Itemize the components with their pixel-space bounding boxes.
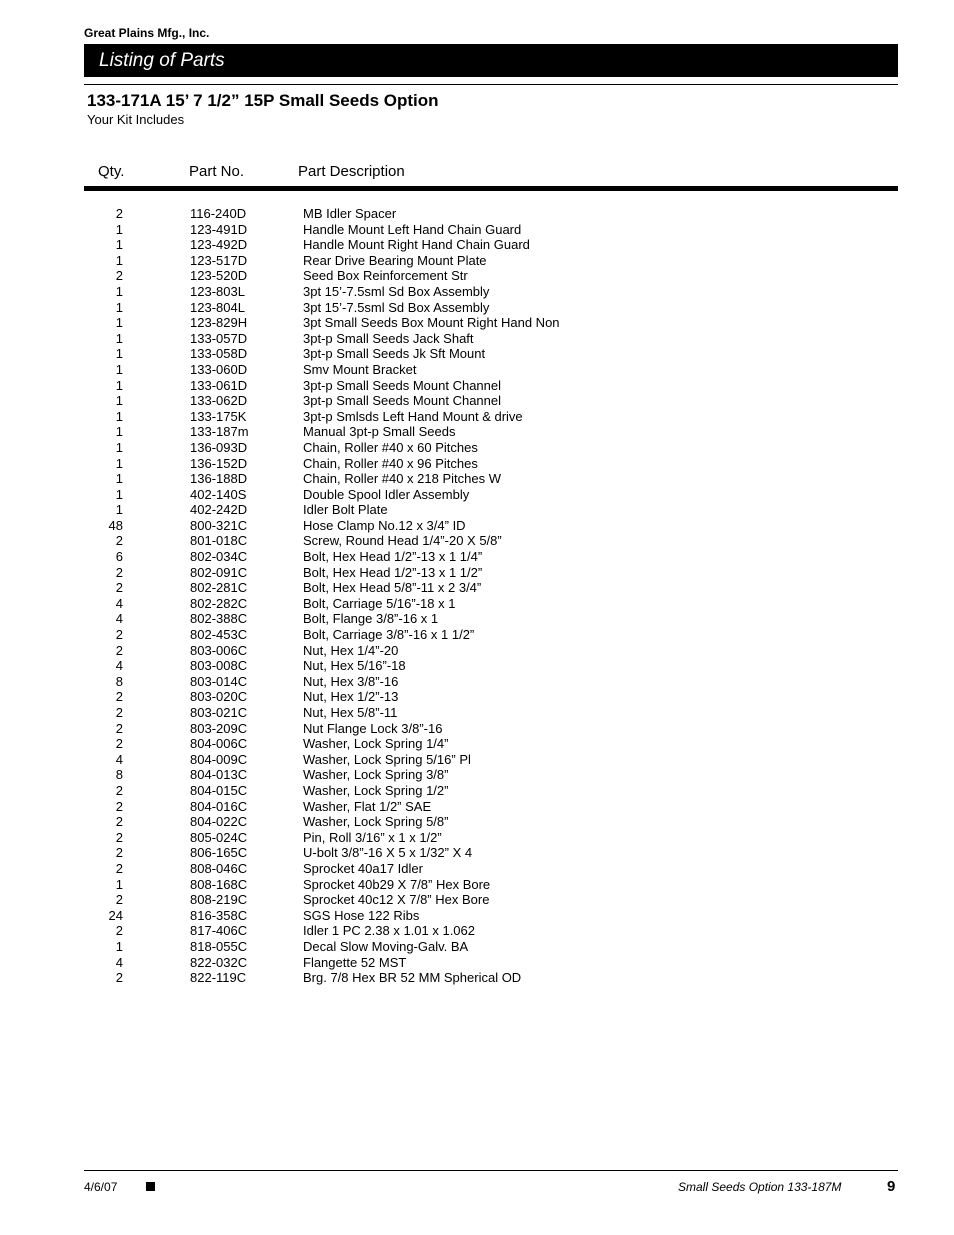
part-description: Bolt, Hex Head 1/2”-13 x 1 1/2” bbox=[303, 564, 483, 580]
part-number: 803-020C bbox=[190, 689, 248, 705]
part-description: 3pt 15’-7.5sml Sd Box Assembly bbox=[303, 299, 490, 315]
footer-divider bbox=[84, 1170, 898, 1171]
table-row bbox=[84, 705, 898, 721]
part-description: Chain, Roller #40 x 218 Pitches W bbox=[303, 471, 501, 487]
part-number: 818-055C bbox=[190, 938, 248, 954]
table-row bbox=[84, 736, 898, 752]
part-description: Decal Slow Moving-Galv. BA bbox=[303, 938, 469, 954]
part-number: 123-517D bbox=[190, 252, 248, 268]
table-row bbox=[84, 222, 898, 238]
table-row bbox=[84, 424, 898, 440]
part-number: 808-219C bbox=[190, 892, 248, 908]
kit-title: 133-171A 15’ 7 1/2” 15P Small Seeds Option bbox=[87, 91, 439, 110]
part-description: Washer, Lock Spring 1/2” bbox=[303, 782, 449, 798]
part-number: 808-046C bbox=[190, 860, 248, 876]
part-description: Handle Mount Left Hand Chain Guard bbox=[303, 221, 522, 237]
part-number: 123-492D bbox=[190, 237, 248, 253]
table-row bbox=[84, 206, 898, 222]
part-description: Bolt, Hex Head 5/8”-11 x 2 3/4” bbox=[303, 580, 482, 596]
part-number: 123-829H bbox=[190, 315, 248, 331]
part-description: Rear Drive Bearing Mount Plate bbox=[303, 252, 487, 268]
part-number: 804-015C bbox=[190, 782, 248, 798]
table-row bbox=[84, 565, 898, 581]
part-number: 804-013C bbox=[190, 767, 248, 783]
part-description: Brg. 7/8 Hex BR 52 MM Spherical OD bbox=[303, 970, 522, 986]
column-header-description: Part Description bbox=[298, 163, 405, 180]
part-number: 803-014C bbox=[190, 673, 248, 689]
parts-list bbox=[84, 206, 898, 986]
footer-date: 4/6/07 bbox=[84, 1180, 118, 1194]
part-qty: 1 bbox=[115, 283, 123, 299]
table-row bbox=[84, 409, 898, 425]
part-description: Washer, Flat 1/2” SAE bbox=[303, 798, 432, 814]
table-row bbox=[84, 596, 898, 612]
page-number: 9 bbox=[887, 1178, 896, 1195]
part-description: Chain, Roller #40 x 96 Pitches bbox=[303, 455, 478, 471]
part-qty: 1 bbox=[115, 315, 123, 331]
part-qty: 2 bbox=[115, 627, 123, 643]
part-number: 133-175K bbox=[190, 408, 247, 424]
part-description: 3pt Small Seeds Box Mount Right Hand Non bbox=[303, 315, 560, 331]
part-qty: 1 bbox=[115, 424, 123, 440]
table-row bbox=[84, 721, 898, 737]
part-qty: 2 bbox=[115, 564, 123, 580]
part-qty: 1 bbox=[115, 408, 123, 424]
table-row bbox=[84, 502, 898, 518]
table-row bbox=[84, 315, 898, 331]
part-description: Nut, Hex 3/8”-16 bbox=[303, 673, 399, 689]
table-row bbox=[84, 268, 898, 284]
part-qty: 4 bbox=[115, 611, 123, 627]
part-qty: 4 bbox=[115, 954, 123, 970]
table-header-rule bbox=[84, 186, 898, 191]
part-number: 804-006C bbox=[190, 736, 248, 752]
part-qty: 1 bbox=[115, 393, 123, 409]
part-qty: 2 bbox=[115, 533, 123, 549]
part-qty: 48 bbox=[108, 517, 123, 533]
part-number: 804-016C bbox=[190, 798, 248, 814]
part-number: 133-061D bbox=[190, 377, 248, 393]
part-description: 3pt-p Smlsds Left Hand Mount & drive bbox=[303, 408, 523, 424]
section-banner bbox=[84, 44, 898, 77]
table-row bbox=[84, 892, 898, 908]
part-qty: 2 bbox=[115, 736, 123, 752]
table-row bbox=[84, 487, 898, 503]
table-row bbox=[84, 877, 898, 893]
table-row bbox=[84, 643, 898, 659]
part-number: 136-152D bbox=[190, 455, 248, 471]
part-description: Bolt, Hex Head 1/2”-13 x 1 1/4” bbox=[303, 549, 483, 565]
part-number: 136-093D bbox=[190, 439, 248, 455]
table-row bbox=[84, 752, 898, 768]
part-number: 804-009C bbox=[190, 751, 248, 767]
part-description: Nut, Hex 5/16”-18 bbox=[303, 658, 406, 674]
part-number: 800-321C bbox=[190, 517, 248, 533]
part-qty: 1 bbox=[115, 502, 123, 518]
part-description: Nut Flange Lock 3/8”-16 bbox=[303, 720, 443, 736]
part-description: Pin, Roll 3/16” x 1 x 1/2” bbox=[303, 829, 442, 845]
table-row bbox=[84, 830, 898, 846]
table-row bbox=[84, 970, 898, 986]
part-qty: 1 bbox=[115, 876, 123, 892]
part-qty: 4 bbox=[115, 658, 123, 674]
part-description: Nut, Hex 1/4”-20 bbox=[303, 642, 399, 658]
table-row bbox=[84, 440, 898, 456]
table-row bbox=[84, 253, 898, 269]
part-description: Smv Mount Bracket bbox=[303, 361, 417, 377]
part-qty: 2 bbox=[115, 268, 123, 284]
part-number: 806-165C bbox=[190, 845, 248, 861]
part-qty: 6 bbox=[115, 549, 123, 565]
part-description: 3pt-p Small Seeds Jack Shaft bbox=[303, 330, 474, 346]
part-number: 133-057D bbox=[190, 330, 248, 346]
part-qty: 2 bbox=[115, 206, 123, 221]
table-row bbox=[84, 611, 898, 627]
part-number: 133-060D bbox=[190, 361, 248, 377]
part-number: 804-022C bbox=[190, 814, 248, 830]
table-row bbox=[84, 549, 898, 565]
part-qty: 1 bbox=[115, 486, 123, 502]
footer-document-title: Small Seeds Option 133-187M bbox=[678, 1180, 842, 1194]
part-description: Washer, Lock Spring 5/8” bbox=[303, 814, 449, 830]
part-qty: 1 bbox=[115, 221, 123, 237]
part-description: Bolt, Flange 3/8”-16 x 1 bbox=[303, 611, 439, 627]
part-qty: 2 bbox=[115, 829, 123, 845]
part-qty: 8 bbox=[115, 673, 123, 689]
part-number: 816-358C bbox=[190, 907, 248, 923]
part-description: Seed Box Reinforcement Str bbox=[303, 268, 468, 284]
part-qty: 1 bbox=[115, 237, 123, 253]
part-description: Hose Clamp No.12 x 3/4” ID bbox=[303, 517, 466, 533]
part-description: Double Spool Idler Assembly bbox=[303, 486, 470, 502]
part-description: Manual 3pt-p Small Seeds bbox=[303, 424, 456, 440]
part-number: 123-520D bbox=[190, 268, 248, 284]
table-row bbox=[84, 674, 898, 690]
part-number: 802-091C bbox=[190, 564, 248, 580]
part-description: Sprocket 40b29 X 7/8” Hex Bore bbox=[303, 876, 491, 892]
part-number: 136-188D bbox=[190, 471, 248, 487]
part-qty: 2 bbox=[115, 845, 123, 861]
part-description: MB Idler Spacer bbox=[303, 206, 397, 221]
part-description: SGS Hose 122 Ribs bbox=[303, 907, 420, 923]
column-header-qty: Qty. bbox=[98, 163, 125, 180]
table-row bbox=[84, 237, 898, 253]
part-number: 123-804L bbox=[190, 299, 245, 315]
table-row bbox=[84, 533, 898, 549]
table-row bbox=[84, 471, 898, 487]
part-description: Washer, Lock Spring 3/8” bbox=[303, 767, 449, 783]
table-row bbox=[84, 689, 898, 705]
part-number: 802-388C bbox=[190, 611, 248, 627]
header-divider bbox=[84, 84, 898, 85]
part-number: 803-008C bbox=[190, 658, 248, 674]
table-row bbox=[84, 362, 898, 378]
table-row bbox=[84, 783, 898, 799]
part-description: Idler 1 PC 2.38 x 1.01 x 1.062 bbox=[303, 923, 475, 939]
part-qty: 1 bbox=[115, 299, 123, 315]
part-description: Bolt, Carriage 3/8”-16 x 1 1/2” bbox=[303, 627, 475, 643]
part-description: 3pt-p Small Seeds Jk Sft Mount bbox=[303, 346, 486, 362]
part-qty: 2 bbox=[115, 580, 123, 596]
table-row bbox=[84, 908, 898, 924]
part-number: 402-242D bbox=[190, 502, 248, 518]
part-number: 803-209C bbox=[190, 720, 248, 736]
table-row bbox=[84, 814, 898, 830]
part-number: 803-021C bbox=[190, 705, 248, 720]
part-description: 3pt-p Small Seeds Mount Channel bbox=[303, 377, 502, 393]
part-qty: 1 bbox=[115, 252, 123, 268]
part-description: Sprocket 40c12 X 7/8” Hex Bore bbox=[303, 892, 490, 908]
part-description: Handle Mount Right Hand Chain Guard bbox=[303, 237, 530, 253]
part-qty: 2 bbox=[115, 720, 123, 736]
part-qty: 2 bbox=[115, 798, 123, 814]
part-description: Chain, Roller #40 x 60 Pitches bbox=[303, 439, 478, 455]
part-qty: 1 bbox=[115, 471, 123, 487]
part-number: 402-140S bbox=[190, 486, 247, 502]
kit-subtitle: Your Kit Includes bbox=[87, 112, 185, 127]
table-row bbox=[84, 939, 898, 955]
part-number: 808-168C bbox=[190, 876, 248, 892]
part-number: 802-282C bbox=[190, 595, 248, 611]
column-header-part-no: Part No. bbox=[189, 163, 245, 180]
part-description: Sprocket 40a17 Idler bbox=[303, 860, 423, 876]
part-number: 116-240D bbox=[190, 206, 247, 221]
part-qty: 2 bbox=[115, 689, 123, 705]
part-number: 123-803L bbox=[190, 283, 245, 299]
table-row bbox=[84, 300, 898, 316]
table-row bbox=[84, 923, 898, 939]
table-row bbox=[84, 346, 898, 362]
part-description: 3pt-p Small Seeds Mount Channel bbox=[303, 393, 502, 409]
part-qty: 4 bbox=[115, 751, 123, 767]
part-qty: 2 bbox=[115, 860, 123, 876]
part-qty: 1 bbox=[115, 361, 123, 377]
part-description: Washer, Lock Spring 1/4” bbox=[303, 736, 449, 752]
part-number: 133-187m bbox=[190, 424, 249, 440]
part-description: Nut, Hex 5/8”-11 bbox=[303, 705, 398, 720]
part-description: Screw, Round Head 1/4”-20 X 5/8” bbox=[303, 533, 502, 549]
part-qty: 2 bbox=[115, 642, 123, 658]
part-qty: 2 bbox=[115, 923, 123, 939]
table-row bbox=[84, 284, 898, 300]
part-description: Bolt, Carriage 5/16”-18 x 1 bbox=[303, 595, 456, 611]
part-number: 133-058D bbox=[190, 346, 248, 362]
part-description: Nut, Hex 1/2”-13 bbox=[303, 689, 399, 705]
part-number: 805-024C bbox=[190, 829, 248, 845]
table-row bbox=[84, 861, 898, 877]
table-row bbox=[84, 658, 898, 674]
part-qty: 2 bbox=[115, 705, 123, 720]
part-qty: 24 bbox=[108, 907, 123, 923]
part-number: 817-406C bbox=[190, 923, 248, 939]
table-row bbox=[84, 331, 898, 347]
part-qty: 2 bbox=[115, 782, 123, 798]
part-qty: 1 bbox=[115, 346, 123, 362]
part-number: 802-453C bbox=[190, 627, 248, 643]
table-row bbox=[84, 799, 898, 815]
part-qty: 1 bbox=[115, 377, 123, 393]
table-row bbox=[84, 378, 898, 394]
part-qty: 4 bbox=[115, 595, 123, 611]
part-number: 803-006C bbox=[190, 642, 248, 658]
part-number: 133-062D bbox=[190, 393, 248, 409]
part-description: Idler Bolt Plate bbox=[303, 502, 388, 518]
table-row bbox=[84, 393, 898, 409]
table-row bbox=[84, 627, 898, 643]
table-row bbox=[84, 518, 898, 534]
part-qty: 2 bbox=[115, 892, 123, 908]
part-description: U-bolt 3/8”-16 X 5 x 1/32” X 4 bbox=[303, 845, 473, 861]
section-title: Listing of Parts bbox=[99, 50, 225, 71]
part-qty: 1 bbox=[115, 938, 123, 954]
table-row bbox=[84, 456, 898, 472]
part-number: 822-119C bbox=[190, 970, 247, 986]
footer-bullet-icon bbox=[146, 1182, 155, 1191]
table-row bbox=[84, 767, 898, 783]
table-row bbox=[84, 845, 898, 861]
part-qty: 1 bbox=[115, 455, 123, 471]
part-number: 123-491D bbox=[190, 221, 248, 237]
part-description: Washer, Lock Spring 5/16” Pl bbox=[303, 751, 471, 767]
part-number: 802-034C bbox=[190, 549, 248, 565]
part-qty: 2 bbox=[115, 814, 123, 830]
part-description: 3pt 15’-7.5sml Sd Box Assembly bbox=[303, 283, 490, 299]
table-row bbox=[84, 580, 898, 596]
part-qty: 1 bbox=[115, 439, 123, 455]
part-qty: 8 bbox=[115, 767, 123, 783]
part-description: Flangette 52 MST bbox=[303, 954, 407, 970]
part-number: 822-032C bbox=[190, 954, 248, 970]
table-row bbox=[84, 955, 898, 971]
company-name: Great Plains Mfg., Inc. bbox=[84, 26, 210, 40]
part-number: 802-281C bbox=[190, 580, 248, 596]
part-qty: 2 bbox=[115, 970, 123, 986]
part-number: 801-018C bbox=[190, 533, 248, 549]
part-qty: 1 bbox=[115, 330, 123, 346]
